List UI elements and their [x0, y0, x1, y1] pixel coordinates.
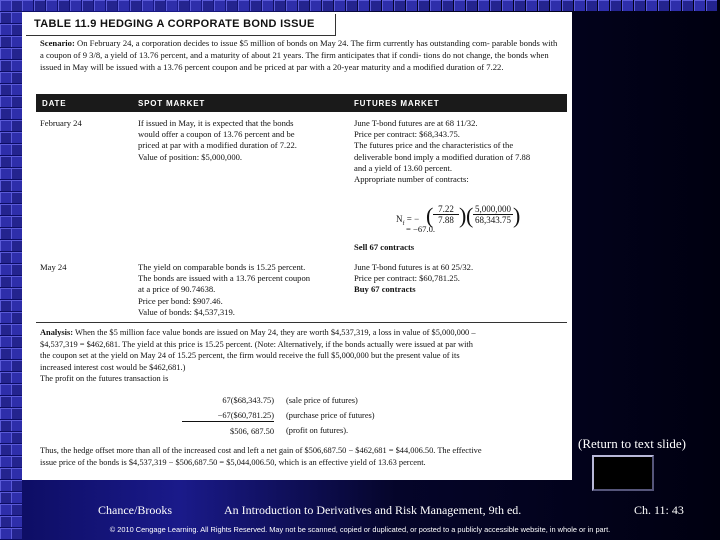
decorative-square: [694, 0, 705, 11]
decorative-square: [0, 372, 11, 383]
decorative-square: [11, 48, 22, 59]
decorative-square: [11, 108, 22, 119]
decorative-square: [0, 168, 11, 179]
decorative-square: [0, 264, 11, 275]
decorative-square: [214, 0, 225, 11]
decorative-square: [11, 144, 22, 155]
decorative-square: [11, 60, 22, 71]
analysis-text: [40, 327, 564, 385]
spot-line: Price per bond: $907.46.: [138, 295, 223, 306]
scenario-label: Scenario:: [40, 38, 75, 48]
decorative-square: [11, 348, 22, 359]
decorative-square: [574, 0, 585, 11]
decorative-square: [0, 216, 11, 227]
row2-date: May 24: [40, 262, 67, 272]
analysis-line: The profit on the futures transaction is: [40, 374, 169, 384]
row2-futures: [354, 262, 473, 296]
decorative-square: [346, 0, 357, 11]
row1-date: February 24: [40, 118, 82, 128]
decorative-square: [0, 420, 11, 431]
decorative-square: [11, 240, 22, 251]
decorative-square: [682, 0, 693, 11]
decorative-square: [0, 456, 11, 467]
formula-lhs: $N_f$ = −: [396, 214, 420, 227]
decorative-square: [11, 408, 22, 419]
decorative-square: [11, 396, 22, 407]
futures-line: deliverable bond imply a modified duration of 7.88: [354, 151, 531, 162]
decorative-square: [11, 432, 22, 443]
decorative-square: [11, 288, 22, 299]
footer-chapter: Ch. 11: 43: [634, 503, 684, 517]
decorative-square: [178, 0, 189, 11]
copyright-notice: © 2010 Cengage Learning. All Rights Reserved. May not be scanned, copied or duplicated, or posted to a publicly accessible website, in whole or in part.: [109, 525, 611, 534]
decorative-square: [562, 0, 573, 11]
calc-note: (purchase price of futures): [286, 411, 375, 420]
decorative-square: [646, 0, 657, 11]
scenario-line: tions do not change, the bonds when issued in May will be issued with a 13.76 percent coupon and be priced at par with a 20-year: [40, 49, 549, 72]
decorative-square: [11, 156, 22, 167]
decorative-square: [658, 0, 669, 11]
decorative-square: [11, 504, 22, 515]
decorative-square: [11, 456, 22, 467]
decorative-square: [0, 192, 11, 203]
conclusion-line: issue price of the bonds is $4,537,319 − $506,687.50 = $5,044,006.50, which is an effective yield of 13.63 percent.: [40, 457, 426, 467]
decorative-square: [11, 264, 22, 275]
decorative-square: [0, 96, 11, 107]
decorative-square: [598, 0, 609, 11]
decorative-square: [22, 0, 33, 11]
spot-line: If issued in May, it is expected that the bonds: [138, 118, 294, 128]
decorative-square: [0, 0, 11, 11]
row2-futures-action: Buy 67 contracts: [354, 284, 416, 295]
table-header-row: [36, 94, 567, 112]
decorative-square-column: [0, 0, 22, 540]
row1-spot: [138, 118, 297, 163]
decorative-square: [0, 24, 11, 35]
decorative-square: [0, 300, 11, 311]
decorative-square: [11, 192, 22, 203]
decorative-square: [0, 144, 11, 155]
decorative-square: [11, 480, 22, 491]
decorative-square: [250, 0, 261, 11]
decorative-square: [0, 228, 11, 239]
decorative-square: [11, 312, 22, 323]
calc-expr: $506, 687.50: [230, 427, 274, 436]
decorative-square: [298, 0, 309, 11]
decorative-square: [11, 492, 22, 503]
paren-left: (: [466, 203, 474, 228]
decorative-square: [0, 48, 11, 59]
decorative-square: [394, 0, 405, 11]
analysis-line: the coupon set at the yield on May 24 of 15.25 percent, the firm would receive the full $5,000,000 but the present value of its: [40, 351, 460, 361]
decorative-square: [0, 132, 11, 143]
decorative-square: [334, 0, 345, 11]
decorative-square: [706, 0, 717, 11]
decorative-square: [190, 0, 201, 11]
calc-note: (sale price of futures): [286, 396, 358, 405]
decorative-square: [634, 0, 645, 11]
return-to-text-slide-link[interactable]: (Return to text slide): [578, 436, 686, 451]
decorative-square: [0, 468, 11, 479]
decorative-square: [11, 204, 22, 215]
decorative-square: [202, 0, 213, 11]
decorative-square: [11, 12, 22, 23]
calc-expr: 67($68,343.75): [222, 396, 274, 405]
futures-line: Price per contract: $60,781.25.: [354, 273, 460, 284]
decorative-square: [0, 384, 11, 395]
decorative-square: [11, 72, 22, 83]
section-divider: [36, 322, 567, 323]
row2-spot: [138, 262, 310, 318]
decorative-square: [0, 360, 11, 371]
calc-note: (profit on futures).: [286, 426, 349, 435]
decorative-square: [430, 0, 441, 11]
decorative-square: [586, 0, 597, 11]
decorative-square: [0, 252, 11, 263]
decorative-square: [11, 228, 22, 239]
decorative-square: [0, 156, 11, 167]
decorative-square: [358, 0, 369, 11]
decorative-square: [0, 12, 11, 23]
decorative-square: [478, 0, 489, 11]
futures-line: June T-bond futures is at 60 25/32.: [354, 262, 474, 272]
decorative-square: [0, 324, 11, 335]
spot-line: priced at par with a modified duration of 7.22.: [138, 140, 297, 151]
table-figure: [22, 12, 572, 480]
decorative-square: [0, 204, 11, 215]
decorative-square: [0, 36, 11, 47]
decorative-square: [490, 0, 501, 11]
decorative-square: [526, 0, 537, 11]
decorative-square: [82, 0, 93, 11]
decorative-square: [130, 0, 141, 11]
paren-right: ): [459, 203, 467, 228]
decorative-square: [0, 84, 11, 95]
decorative-square: [310, 0, 321, 11]
decorative-square: [454, 0, 465, 11]
decorative-square: [0, 288, 11, 299]
decorative-square: [70, 0, 81, 11]
analysis-line: increased interest cost would be $462,681.): [40, 362, 186, 372]
row1-futures-action: Sell 67 contracts: [354, 242, 415, 252]
decorative-square: [0, 180, 11, 191]
decorative-square: [118, 0, 129, 11]
decorative-square: [0, 336, 11, 347]
decorative-square: [466, 0, 477, 11]
scenario-text: [40, 38, 560, 73]
decorative-square: [622, 0, 633, 11]
analysis-line: $4,537,319 = $462,681. The yield at this price is 15.25 percent. (Note: Alternatively, if the bonds actually were issued at par with: [40, 339, 473, 349]
futures-line: and a yield of 13.60 percent.: [354, 162, 453, 173]
decorative-square: [11, 384, 22, 395]
scenario-line: maturity and a modified duration of 7.22.: [361, 61, 504, 72]
decorative-square: [514, 0, 525, 11]
decorative-square: [154, 0, 165, 11]
decorative-square: [610, 0, 621, 11]
paren-left: (: [426, 203, 434, 228]
futures-line: Appropriate number of contracts:: [354, 174, 469, 185]
spot-line: The yield on comparable bonds is 15.25 percent.: [138, 262, 306, 272]
analysis-label: Analysis:: [40, 328, 74, 337]
decorative-square: [418, 0, 429, 11]
analysis-line: When the $5 million face value bonds are issued on May 24, they are worth $4,537,319, a loss in value of $5,000,000 –: [75, 328, 476, 337]
header-futures-market: FUTURES MARKET: [354, 99, 440, 108]
decorative-square: [11, 372, 22, 383]
spot-line: at a price of 90.74638.: [138, 284, 216, 295]
decorative-square: [226, 0, 237, 11]
decorative-square: [0, 312, 11, 323]
futures-line: The futures price and the characteristics of the: [354, 140, 514, 151]
decorative-square: [58, 0, 69, 11]
fraction-duration: $\frac{7.22}{7.88}$: [433, 204, 459, 225]
decorative-square: [11, 324, 22, 335]
calc-expr: −67($60,781.25): [182, 410, 274, 422]
decorative-square: [550, 0, 561, 11]
decorative-square: [0, 276, 11, 287]
decorative-square: [238, 0, 249, 11]
scenario-line: parable bonds with a coupon of 9 3/8, a yield of 13.76 percent, and a maturity of about 21 years. The firm anticipates that if condi-: [40, 38, 558, 60]
spot-line: Value of bonds: $4,537,319.: [138, 306, 235, 317]
scenario-line: On February 24, a corporation decides to issue $5 million of bonds on May 24. The firm currently has outstanding com-: [77, 38, 490, 48]
decorative-square: [142, 0, 153, 11]
decorative-square: [166, 0, 177, 11]
decorative-square: [0, 108, 11, 119]
decorative-square: [11, 0, 22, 11]
table-title: TABLE 11.9 HEDGING A CORPORATE BOND ISSUE: [26, 14, 336, 36]
calc-expressions: [182, 395, 274, 437]
decorative-square: [11, 84, 22, 95]
decorative-square: [11, 300, 22, 311]
decorative-square: [0, 348, 11, 359]
decorative-square: [0, 120, 11, 131]
decorative-square: [538, 0, 549, 11]
decorative-square: [11, 96, 22, 107]
decorative-square-row: [22, 0, 720, 12]
decorative-square: [94, 0, 105, 11]
decorative-square: [274, 0, 285, 11]
decorative-square: [670, 0, 681, 11]
decorative-square: [0, 444, 11, 455]
decorative-square: [442, 0, 453, 11]
decorative-square: [0, 72, 11, 83]
paren-right: ): [513, 203, 521, 228]
decorative-square: [46, 0, 57, 11]
decorative-square: [11, 132, 22, 143]
decorative-square: [0, 408, 11, 419]
decorative-square: [0, 432, 11, 443]
decorative-square: [11, 276, 22, 287]
decorative-square: [406, 0, 417, 11]
decorative-square: [11, 216, 22, 227]
futures-line: June T-bond futures are at 68 11/32.: [354, 118, 478, 128]
decorative-square: [11, 336, 22, 347]
decorative-square: [11, 180, 22, 191]
decorative-square: [11, 120, 22, 131]
fraction-price: $\frac{5,000,000}{68,343.75}$: [475, 204, 511, 225]
decorative-square: [0, 60, 11, 71]
decorative-square: [11, 468, 22, 479]
conclusion-line: Thus, the hedge offset more than all of the increased cost and left a net gain of $506,687.50 − $462,681 = $44,006.50. The effective: [40, 446, 482, 455]
decorative-square: [370, 0, 381, 11]
footer-book-title: An Introduction to Derivatives and Risk Management, 9th ed.: [224, 503, 522, 517]
calc-notes: [286, 395, 375, 436]
decorative-square: [11, 168, 22, 179]
decorative-square: [11, 252, 22, 263]
decorative-square: [0, 240, 11, 251]
formula-result: = −67.0.: [406, 224, 436, 234]
spot-line: would offer a coupon of 13.76 percent and be: [138, 129, 295, 140]
decorative-square: [106, 0, 117, 11]
futures-line: Price per contract: $68,343.75.: [354, 129, 460, 140]
decorative-square: [11, 444, 22, 455]
header-date: DATE: [42, 99, 67, 108]
decorative-square: [11, 420, 22, 431]
decorative-square: [322, 0, 333, 11]
decorative-square: [34, 0, 45, 11]
decorative-square: [262, 0, 273, 11]
decorative-square: [11, 360, 22, 371]
decorative-square: [0, 492, 11, 503]
spot-line: The bonds are issued with a 13.76 percent coupon: [138, 273, 311, 284]
decorative-square: [0, 504, 11, 515]
conclusion-text: [40, 445, 568, 468]
return-button[interactable]: [592, 455, 654, 491]
spot-line: Value of position: $5,000,000.: [138, 151, 243, 162]
decorative-square: [0, 396, 11, 407]
decorative-square: [11, 24, 22, 35]
decorative-square: [502, 0, 513, 11]
header-spot-market: SPOT MARKET: [138, 99, 206, 108]
row1-futures: [354, 118, 530, 185]
decorative-square: [11, 36, 22, 47]
decorative-square: [286, 0, 297, 11]
decorative-square: [0, 480, 11, 491]
decorative-square: [382, 0, 393, 11]
footer-author: Chance/Brooks: [98, 503, 172, 517]
